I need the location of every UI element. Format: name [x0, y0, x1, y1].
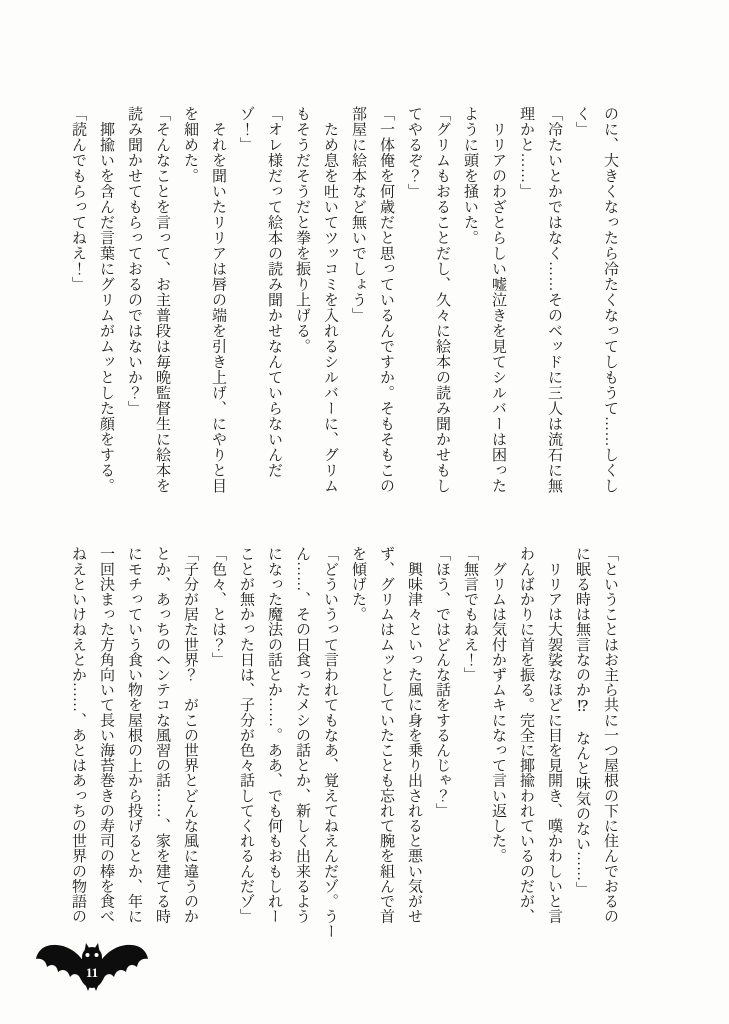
bat-eye-right: [95, 953, 99, 957]
text-line: 「そんなことを言って、お主普段は毎晩監督生に絵本を: [154, 106, 170, 494]
text-line: ことが無かった日は、子分が色々話してくれるんだゾ」: [238, 546, 254, 924]
text-line: リリアのわざとらしい嘘泣きを見てシルバーは困った: [490, 106, 506, 494]
text-line: になった魔法の話とか……。ああ、でも何もおもしれー: [266, 546, 282, 924]
text-line: 「色々、とは？」: [210, 546, 226, 667]
text-line: 「冷たいとかではなく……そのベッドに三人は流石に無: [546, 106, 562, 494]
text-line: 一回決まった方角向いて長い海苔巻きの寿司の棒を食べ: [98, 546, 114, 924]
text-line: 「ほう、ではどんな話をするんじゃ？」: [434, 546, 450, 818]
text-line: 揶揄いを含んだ言葉にグリムがムッとした顔をする。: [98, 106, 114, 494]
text-line: ゾ！」: [238, 106, 254, 153]
text-line: わんばかりに首を振る。完全に揶揄われているのだが、: [518, 546, 534, 924]
text-line: 「グリムもおることだし、久々に絵本の読み聞かせもし: [434, 106, 450, 494]
text-line: く」: [574, 106, 590, 137]
text-line: のに、大きくなったら冷たくなってしもうて……しくし: [602, 106, 618, 494]
text-line: ん……、その日食ったメシの話とか、新しく出来るよう: [294, 546, 310, 924]
text-line: ため息を吐いてツッコミを入れるシルバーに、グリム: [322, 106, 338, 494]
text-line: それを聞いたリリアは唇の端を引き上げ、にやりと目: [210, 106, 226, 494]
text-line: もそうだそうだと拳を振り上げる。: [294, 106, 310, 354]
text-line: 理かと……」: [518, 106, 534, 199]
text-line: 「無言でもねえ！」: [462, 546, 478, 682]
text-line: 「一体俺を何歳だと思っているんですか。そもそもこの: [378, 106, 394, 494]
text-line: 読み聞かせてもらっておるのではないか？」: [126, 106, 142, 416]
text-line: グリムは気付かずムキになって言い返した。: [490, 546, 506, 864]
text-line: 「読んでもらってねえ！」: [70, 106, 86, 292]
bat-icon: [36, 942, 148, 992]
text-line: 部屋に絵本など無いでしょう」: [350, 106, 366, 323]
text-line: リリアは大袈裟なほどに目を見開き、嘆かわしいと言: [546, 546, 562, 924]
text-block-top: [64, 106, 624, 494]
text-line: てやるぞ？」: [406, 106, 422, 199]
text-line: 興味津々といった風に身を乗り出されると悪い気がせ: [406, 546, 422, 924]
bat-eye-left: [86, 953, 90, 957]
text-line: 「ということはお主ら共に一つ屋根の下に住んでおるの: [602, 546, 618, 924]
text-line: にモチっていう食い物を屋根の上から投げるとか、年に: [126, 546, 142, 924]
text-line: ず、グリムはムッとしていたことも忘れて腕を組んで首: [378, 546, 394, 924]
text-line: を傾げた。: [350, 546, 366, 622]
text-line: ねえといけねえとか……、あとはあっちの世界の物語の: [70, 546, 86, 924]
text-line: に眠る時は無言なのか⁉ なんと味気のない……」: [574, 546, 590, 897]
text-line: を細めた。: [182, 106, 198, 184]
text-block-bottom: [64, 546, 624, 939]
text-line: 「どういうって言われてもなあ、覚えてねえんだゾ。うー: [322, 546, 338, 939]
text-line: 「子分が居た世界？ がこの世界とどんな風に違うのか: [182, 546, 198, 924]
page-number: 11: [85, 965, 99, 980]
bat-page-ornament: [36, 942, 148, 992]
text-line: とか、あっちのヘンテコな風習の話……、家を建てる時: [154, 546, 170, 924]
text-line: 「オレ様だって絵本の読み聞かせなんていらないんだ: [266, 106, 282, 478]
text-line: ように頭を掻いた。: [462, 106, 478, 246]
